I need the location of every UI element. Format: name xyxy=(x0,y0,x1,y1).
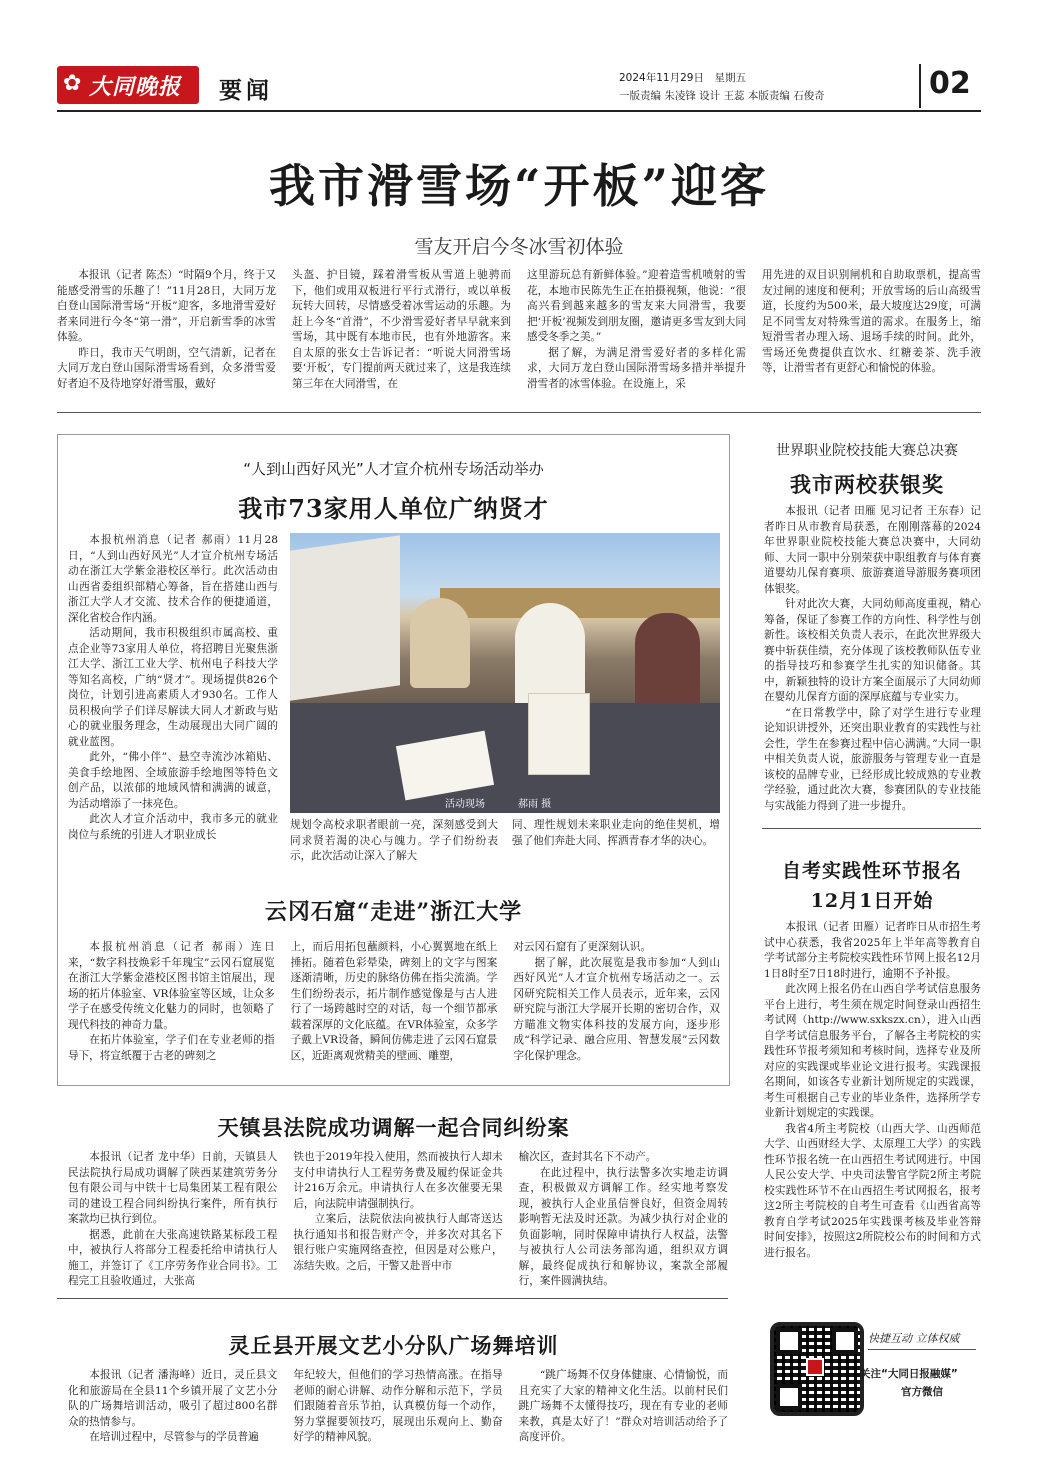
paragraph: “跳广场舞不仅身体健康、心情愉悦，而且充实了大家的精神文化生活。以前村民们跳广场舞不太懂得技巧，现在有专业的老师来教，真是太好了！”群众对培训活动给予了高度评价。 xyxy=(518,1369,728,1443)
masthead xyxy=(57,64,981,110)
qr-follow: 关注“大同日报融媒” xyxy=(860,1368,958,1380)
logo-flame-icon: ✿ xyxy=(63,71,82,96)
paragraph: 本报讯（记者 潘海峰）近日，灵丘县文化和旅游局在全县11个乡镇开展了文艺小分队的广场舞培训活动，吸引了超过800名群众的热情参与。 xyxy=(68,1369,278,1428)
lingqiu-body xyxy=(68,1368,728,1462)
paragraph: 铁也于2019年投入使用，然而被执行人却未支付申请执行人工程劳务费及履约保证金共计216万余元。申请执行人在多次催要无果后，向法院申请强制执行。 xyxy=(293,1151,503,1210)
yungang-col-2 xyxy=(291,940,498,1078)
lead-body xyxy=(57,268,981,404)
court-body xyxy=(68,1150,728,1292)
paragraph: 榆次区，查封其名下不动产。 xyxy=(518,1151,657,1163)
paragraph: 本报杭州消息（记者 郝雨）连日来，“数字科技焕彩千年瑰宝”云冈石窟展览在浙江大学紫金港校区图书馆主馆展出，现场的拓片体验室、VR体验室等区域，让众多学子在感受传统文化魅力的同时，也领略了现代科技的神奇力量。 xyxy=(68,941,275,1031)
lead-col-4 xyxy=(762,268,981,404)
paragraph: 同、理性规划未来职业走向的绝佳契机，增强了他们奔赴大同、挥洒青春才华的决心。 xyxy=(512,819,720,847)
hangzhou-below-col-2 xyxy=(512,818,720,880)
qr-finder xyxy=(776,1328,802,1354)
court-col-2 xyxy=(293,1150,502,1292)
paragraph: 这里游玩总有新鲜体验。”迎着造雪机喷射的雪花，本地市民陈先生正在拍摄视频，他说：“很高兴看到越来越多的雪友来大同滑雪，我要把‘开板’视频发到朋友圈，邀请更多雪友到大同感受冬季之美。” xyxy=(527,269,746,343)
right-col-rule xyxy=(762,828,981,829)
masthead-rule xyxy=(57,110,981,112)
paragraph: 此次网上报名仍在山西自学考试信息服务平台上进行，考生须在规定时间登录山西招生考试网（http://www.sxkszx.cn），进入山西自学考试信息服务平台，了解各主考院校的实践性环节报考须知和考核时间，选择专业及所对应的实践课或毕业论文进行报考。实践课报名期间，如该各专业新计划所规定的实践课，考生可根据自己专业的毕业条件，选择所学专业新计划规定的实践课。 xyxy=(764,983,981,1119)
paragraph: 上，而后用拓包蘸颜料，小心翼翼地在纸上捶拓。随着色彩晕染，碑刻上的文字与图案逐渐清晰，历史的脉络仿佛在指尖流淌。学生们纷纷表示，拓片制作感觉像是与古人进行了一场跨越时空的对话，每一个细节都承载着深厚的文化底蕴。在VR体验室，众多学子戴上VR设备，瞬间仿佛走进了云冈石窟景区，近距离观赏精美的壁画、雕塑， xyxy=(290,941,498,1062)
paragraph: 本报讯（记者 龙中华）日前，天镇县人民法院执行局成功调解了陕西某建筑劳务分包有限公司与中铁十七局集团某工程有限公司的建设工程合同纠纷执行案件，所有执行案款均已执行到位。 xyxy=(68,1151,278,1225)
lead-headline: 我市滑雪场“开板”迎客 xyxy=(269,159,769,213)
paragraph: 针对此次大赛，大同幼师高度重视，精心筹备，保证了参赛工作的方向性、科学性与创新性。该校相关负责人表示，在此次世界级大赛中斩获佳绩，充分体现了该校教师队伍专业的指导技巧和参赛学生扎实的知识储备。其中，新颖独特的设计方案全面展示了大同幼师在婴幼儿保育方面的深厚底蕴与专业实力。 xyxy=(764,598,981,703)
hangzhou-below-col-1 xyxy=(290,818,498,880)
photo-table-shape xyxy=(290,703,720,813)
silver-headline: 我市两校获银奖 xyxy=(790,472,944,497)
paragraph: 据了解，此次展览是我市参加“人到山西好风光”人才宣介杭州专场活动之一。云冈研究院相关工作人员表示，近年来，云冈研究院与浙江大学展开长期的密切合作，双方瞄准文物实体科技的发展方向，逐步形成“科学记录、融合应用、智慧发展”云冈数字化保护理念。 xyxy=(513,956,720,1062)
paragraph: 在拓片体验室，学子们在专业老师的指导下，将宣纸覆于古老的碑刻之 xyxy=(68,1034,275,1062)
photo-person-shape xyxy=(410,598,470,688)
qr-promo xyxy=(764,1316,981,1426)
paragraph: 头盔、护目镜，踩着滑雪板从雪道上驰骋而下，他们或用双板进行平行式滑行，或以单板玩转大回转，尽情感受着冰雪运动的乐趣。为赶上今冬“首滑”，不少滑雪爱好者早早就来到雪场，其中既有本地市民，也有外地游客。来自太原的张女士告诉记者：“听说大同滑雪场要‘开板’，专门提前两天就过来了，这是我连续第三年在大同滑雪，在 xyxy=(292,269,511,390)
event-photo xyxy=(290,533,720,813)
selfexam-headline-2: 12月1日开始 xyxy=(810,890,934,912)
qr-code[interactable] xyxy=(770,1322,864,1416)
lingqiu-col-2 xyxy=(293,1368,502,1462)
lingqiu-col-1 xyxy=(68,1368,277,1462)
paragraph: 我省4所主考院校（山西大学、山西师范大学、山西财经大学、太原理工大学）的实践性环节报名统一在山西招生考试网进行。中国人民公安大学、中央司法警官学院2所主考院校实践性环节不在山西招生考试网报名，报考这2所主考院校的自考生可查看《山西省高等教育自学考试2025年实践课考核及毕业答辩时间安排》，按照这2所院校公布的时间和方式进行报名。 xyxy=(764,1122,981,1259)
editor-credits: 一版责编 朱凌锋 设计 王蕊 本版责编 石俊奇 xyxy=(619,90,825,102)
paragraph: 在此过程中，执行法警多次实地走访调查，积极做双方调解工作。经实地考察发现，被执行人企业虽信誉良好，但资金周转影响暂无法及时还款。为减少执行对企业的负面影响，同时保障申请执行人权益，法警与被执行人公司法务部沟通，组织双方调解，最终促成执行和解协议，案款全部履行，案件圆满执结。 xyxy=(518,1166,728,1287)
selfexam-body xyxy=(764,920,981,1300)
court-col-3 xyxy=(519,1150,728,1292)
section-name: 要闻 xyxy=(219,77,273,104)
court-headline: 天镇县法院成功调解一起合同纠纷案 xyxy=(217,1115,570,1140)
logo-text: 大同晚报 xyxy=(89,74,182,100)
logo xyxy=(57,66,199,104)
lead-col-2 xyxy=(292,268,511,404)
paragraph: 本报讯（记者 陈杰）“时隔9个月，终于又能感受滑雪的乐趣了！”11月28日，大同万龙白登山国际滑雪场“开板”迎客，多地滑雪爱好者来同进行今冬“第一滑”，开启新雪季的冰雪体验。 xyxy=(57,269,276,343)
yungang-headline: 云冈石窟“走进”浙江大学 xyxy=(264,899,523,925)
lead-subheadline: 雪友开启今冬冰雪初体验 xyxy=(414,236,624,258)
yungang-col-3 xyxy=(513,940,720,1078)
selfexam-headline-1: 自考实践性环节报名 xyxy=(781,860,962,882)
paragraph: 本报讯（记者 田雁）记者昨日从市招生考试中心获悉，我省2025年上半年高等教育自学考试部分主考院校实践性环节网上报名12月1日8时至7日18时进行，逾期不予补报。 xyxy=(764,921,981,980)
lead-col-3 xyxy=(527,268,746,404)
paragraph: 据悉，此前在大张高速铁路某标段工程中，被执行人将部分工程委托给申请执行人施工，并签订了《工序劳务作业合同书》。工程完工且验收通过，大张高 xyxy=(68,1228,278,1287)
silver-body xyxy=(764,504,981,816)
paragraph: 本报讯（记者 田雁 见习记者 王东春）记者昨日从市教育局获悉，在刚刚落幕的2024年世界职业院校技能大赛总决赛中，大同幼师、大同一职中分别荣获中职组教育与体育赛道婴幼儿保育赛项、旅游赛道导游服务赛项团体银奖。 xyxy=(764,505,981,595)
paragraph: 年纪较大，但他们的学习热情高涨。在指导老师的耐心讲解、动作分解和示范下，学员们跟随着音乐节拍，认真模仿每一个动作，努力掌握要领技巧，展现出乐观向上、勤奋好学的精神风貌。 xyxy=(293,1369,503,1443)
hangzhou-kicker: “人到山西好风光”人才宣介杭州专场活动举办 xyxy=(243,460,544,478)
paragraph: 活动期间，我市积极组织市属高校、重点企业等73家用人单位，将招聘目光聚焦浙江大学、浙江工业大学、杭州电子科技大学等知名高校，广纳“贤才”。现场提供826个岗位，计划引进高素质人才930名。工作人员积极向学子们详尽解读大同人才新政与贴心的就业服务理念，生动展现出大同广阔的就业蓝图。 xyxy=(68,627,278,748)
court-bottom-rule xyxy=(57,1298,728,1299)
paragraph: 在培训过程中，尽管参与的学员普遍 xyxy=(89,1431,259,1443)
paragraph: 此外，“佛小伴”、悬空寺流沙冰箱贴、美食手绘地图、全域旅游手绘地图等特色文创产品，以浓郁的地域风情和满满的诚意，为活动增添了一抹亮色。 xyxy=(68,751,278,810)
photo-credit: 郝雨 摄 xyxy=(518,799,552,810)
qr-slogan: 快捷互动 立体权威 xyxy=(868,1332,960,1345)
paragraph: 用先进的双目识别闸机和自助取票机，提高雪友过闸的速度和便利；开放雪场的后山高级雪道，长度约为500米，最大坡度达29度，可满足不同雪友对特殊雪道的需求。在服务上，缩短滑雪者办理入场、退场手续的时间。此外，雪场还免费提供直饮水、红糖姜茶、洗手液等，让滑雪者有更舒心和愉悦的体验。 xyxy=(762,269,981,374)
page-divider xyxy=(919,64,921,108)
hangzhou-left-col xyxy=(68,533,278,875)
photo-caption: 活动现场 xyxy=(445,799,485,810)
yungang-col-1 xyxy=(68,940,275,1078)
paragraph: 据了解，为满足滑雪爱好者的多样化需求，大同万龙白登山国际滑雪场多措并举提升滑雪者的冰雪体验。在设施上，采 xyxy=(527,346,746,390)
silver-kicker: 世界职业院校技能大赛总决赛 xyxy=(776,443,958,459)
issue-date: 2024年11月29日 星期五 xyxy=(619,72,746,84)
yungang-body xyxy=(68,940,720,1078)
page-number: 02 xyxy=(929,66,971,101)
paragraph: 昨日，我市天气明朗，空气清新，记者在大同万龙白登山国际滑雪场看到，众多滑雪爱好者迫不及待地穿好滑雪服，戴好 xyxy=(57,346,276,390)
paragraph: 此次人才宣介活动中，我市多元的就业岗位与系统的引进人才职业成长 xyxy=(68,813,278,841)
paragraph: 对云冈石窟有了更深刻认识。 xyxy=(513,941,652,953)
paragraph: 本报杭州消息（记者 郝雨）11月28日，“人到山西好风光”人才宣介杭州专场活动在浙江大学紫金港校区举行。此次活动由山西省委组织部精心筹备，旨在搭建山西与浙江大学人才交流、技术合作的便捷通道，深化省校合作内涵。 xyxy=(68,534,278,624)
qr-center-logo xyxy=(806,1358,824,1376)
hangzhou-headline: 我市73家用人单位广纳贤才 xyxy=(238,494,549,523)
qr-slogan-underline xyxy=(868,1349,976,1350)
photo-tent-shape xyxy=(290,535,400,700)
lingqiu-col-3 xyxy=(519,1368,728,1462)
lead-bottom-rule xyxy=(57,412,981,413)
qr-wechat: 官方微信 xyxy=(901,1386,943,1398)
qr-finder xyxy=(832,1328,858,1354)
paragraph: 规划令高校求职者眼前一亮，深刻感受到大同求贤若渴的决心与魄力。学子们纷纷表示，此次活动让深入了解大 xyxy=(290,819,498,862)
lingqiu-headline: 灵丘县开展文艺小分队广场舞培训 xyxy=(228,1333,559,1358)
photo-tote-bag-shape xyxy=(528,693,590,775)
lead-col-1 xyxy=(57,268,276,404)
court-col-1 xyxy=(68,1150,277,1292)
qr-finder xyxy=(776,1384,802,1410)
paragraph: “在日常教学中，除了对学生进行专业理论知识讲授外，还突出职业教育的实践性与社会性，学生在参赛过程中信心满满。”大同一职中相关负责人说，旅游服务与管理专业一直是该校的品牌专业，已经形成比较成熟的专业教学经验，通过此次大赛，参赛团队的专业技能与实战能力得到了进一步提升。 xyxy=(764,706,981,812)
paragraph: 立案后，法院依法向被执行人邮寄送达执行通知书和报告财产令，并多次对其名下银行账户实施网络查控，但因是对公账户，冻结失败。之后，干警又赴晋中市 xyxy=(293,1213,503,1272)
